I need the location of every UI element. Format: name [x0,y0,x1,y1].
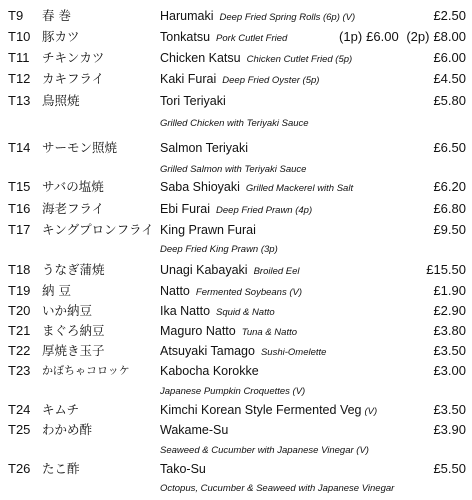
item-name: Kabocha Korokke [160,364,259,378]
item-price: £8.00 [433,29,466,44]
item-description: (V) [364,406,378,417]
item-japanese-name: 納 豆 [42,283,71,298]
item-code: T15 [8,179,31,194]
item-name: Chicken Katsu [160,51,241,65]
item-japanese-name: 厚焼き玉子 [42,343,105,358]
item-price: £6.00 [433,50,466,65]
item-code: T24 [8,402,31,417]
item-name: Maguro Natto [160,324,236,338]
item-price: £3.50 [433,343,466,358]
menu-item [0,400,472,420]
item-name: King Prawn Furai [160,223,256,237]
menu-item [0,420,472,440]
item-japanese-name: チキンカツ [42,50,105,65]
item-price: £4.50 [433,71,466,86]
item-name: Unagi Kabayaki [160,263,248,277]
item-name: Kimchi Korean Style Fermented Veg [160,403,362,417]
item-code: T17 [8,222,31,237]
menu-item [0,69,472,89]
item-code: T19 [8,283,31,298]
item-japanese-name: 豚カツ [42,29,80,44]
price-option-label: (2p) [406,29,430,44]
item-code: T9 [8,8,24,23]
menu-item [0,199,472,219]
item-japanese-name: サーモン照焼 [42,140,118,155]
menu-item [0,281,472,301]
item-name: Salmon Teriyaki [160,141,249,155]
menu-item [0,91,472,111]
item-name: Tako-Su [160,462,206,476]
item-code: T13 [8,93,31,108]
item-japanese-name: キングプロンフライ [42,222,154,237]
menu-item [0,260,472,280]
item-description: Deep Fried Prawn (4p) [216,205,313,216]
item-code: T25 [8,422,31,437]
item-price-options [335,27,466,47]
item-price: £5.80 [433,93,466,108]
item-name: Ebi Furai [160,202,211,216]
item-price: £1.90 [433,283,466,298]
item-japanese-name: いか納豆 [42,303,93,318]
item-price: £6.50 [433,140,466,155]
item-description: Pork Cutlet Fried [216,33,288,44]
item-price: £2.90 [433,303,466,318]
item-price: £6.20 [433,179,466,194]
item-japanese-name: 春 巻 [42,8,71,23]
item-japanese-name: キムチ [42,402,80,417]
item-name: Ika Natto [160,304,211,318]
item-code: T16 [8,201,31,216]
item-subdescription: Grilled Chicken with Teriyaki Sauce [160,118,309,129]
item-code: T21 [8,323,31,338]
item-japanese-name: サバの塩焼 [42,179,104,194]
price-option-label: (1p) [339,29,363,44]
item-name: Natto [160,284,190,298]
item-price: £6.00 [366,29,399,44]
menu-item [0,27,472,47]
item-japanese-name: たこ酢 [42,461,80,476]
item-description: Sushi-Omelette [260,347,327,358]
item-subdescription: Japanese Pumpkin Croquettes (V) [160,386,306,397]
item-code: T22 [8,343,31,358]
menu-item [0,138,472,158]
item-price: £3.00 [433,363,466,378]
item-code: T18 [8,262,31,277]
item-japanese-name: カキフライ [42,71,105,86]
item-price: £2.50 [433,8,466,23]
item-code: T14 [8,140,31,155]
item-subdescription: Deep Fried King Prawn (3p) [160,244,278,255]
item-price: £3.80 [433,323,466,338]
item-description: Deep Fried Oyster (5p) [222,75,320,86]
item-description: Grilled Mackerel with Salt [245,183,354,194]
item-description: Deep Fried Spring Rolls (6p) (V) [219,12,356,23]
item-code: T10 [8,29,31,44]
item-name: Kaki Furai [160,72,217,86]
item-name: Tori Teriyaki [160,94,226,108]
item-price: £3.90 [433,422,466,437]
item-name: Tonkatsu [160,30,211,44]
menu-item [0,48,472,68]
item-code: T12 [8,71,31,86]
item-description: Squid & Natto [216,307,275,318]
item-name: Atsuyaki Tamago [160,344,255,358]
item-code: T26 [8,461,31,476]
item-price: £9.50 [433,222,466,237]
item-japanese-name: かぼちゃコロッケ [42,364,130,377]
item-subdescription: Octopus, Cucumber & Seaweed with Japanese Vinegar [160,483,395,494]
item-description: Tuna & Natto [241,327,298,338]
item-description: Chicken Cutlet Fried (5p) [246,54,353,65]
item-code: T20 [8,303,31,318]
item-price: £6.80 [433,201,466,216]
item-code: T11 [8,50,30,65]
item-subdescription: Grilled Salmon with Teriyaki Sauce [160,164,307,175]
menu-item [0,6,472,26]
menu-item [0,301,472,321]
menu-item [0,321,472,341]
item-subdescription: Seaweed & Cucumber with Japanese Vinegar (V) [160,445,369,456]
item-code: T23 [8,363,31,378]
item-japanese-name: まぐろ納豆 [42,323,105,338]
menu-item [0,459,472,479]
item-description: Broiled Eel [253,266,300,277]
item-japanese-name: うなぎ蒲焼 [42,262,105,277]
item-japanese-name: わかめ酢 [42,422,93,437]
item-price: £3.50 [433,402,466,417]
item-name: Harumaki [160,9,214,23]
menu-item [0,341,472,361]
menu-item [0,220,472,240]
item-japanese-name: 海老フライ [42,201,105,216]
item-price: £15.50 [426,262,466,277]
item-description: Fermented Soybeans (V) [195,287,303,298]
item-name: Saba Shioyaki [160,180,240,194]
item-japanese-name: 鳥照焼 [42,93,80,108]
item-name: Wakame-Su [160,423,229,437]
menu-item [0,177,472,197]
menu-item [0,361,472,381]
item-price: £5.50 [433,461,466,476]
